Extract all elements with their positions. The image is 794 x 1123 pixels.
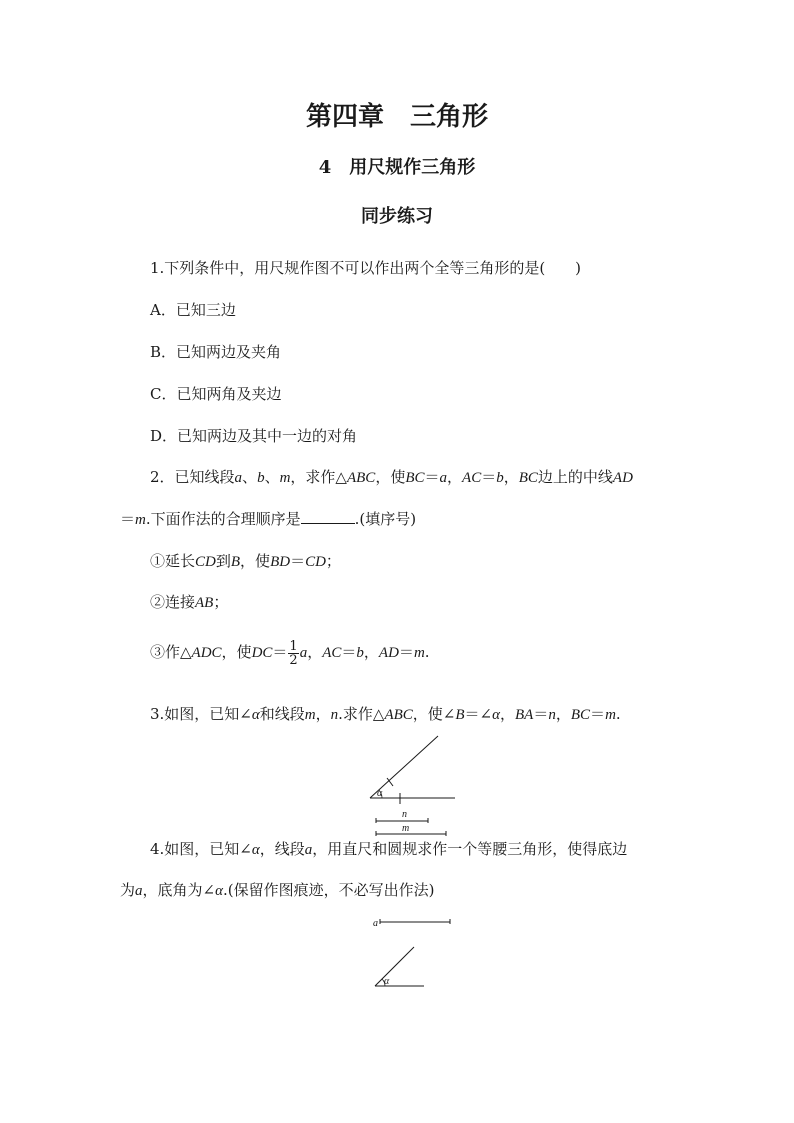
var: α: [251, 707, 260, 723]
text: ，使: [240, 552, 271, 570]
chapter-title: 第四章 三角形: [305, 102, 488, 132]
var: α: [251, 842, 260, 858]
text: 2．已知线段: [150, 468, 235, 486]
var: BC: [405, 470, 425, 486]
text: 、: [242, 468, 258, 486]
var: b: [257, 470, 265, 486]
text: ，用直尺和圆规求作一个等腰三角形，使得底边: [312, 840, 628, 858]
var: b: [496, 470, 504, 486]
text: ，使: [375, 468, 406, 486]
text: ，: [307, 643, 323, 661]
var: AD: [378, 645, 399, 661]
text: 3.如图，已知∠: [150, 705, 252, 723]
text: ；: [213, 593, 229, 611]
text: ＝∠: [464, 705, 493, 723]
var: CD: [195, 554, 216, 570]
text: ，: [555, 705, 571, 723]
text: 、: [264, 468, 280, 486]
q3-stem: [150, 704, 621, 725]
text: ＝: [341, 643, 357, 661]
var: BC: [518, 470, 538, 486]
var: CD: [305, 554, 326, 570]
text: 边上的中线: [537, 468, 613, 486]
text: ，求作△: [290, 468, 347, 486]
var: AD: [612, 470, 633, 486]
q1-option-b: B．已知两边及夹角: [150, 343, 282, 361]
text: 到: [215, 552, 231, 570]
text: ②连接: [150, 593, 196, 611]
var: a: [439, 470, 448, 486]
sub-title: 同步练习: [361, 206, 433, 227]
section-title: 4 用尺规作三角形: [318, 157, 476, 178]
q1-stem: 1.下列条件中，用尺规作图不可以作出两个全等三角形的是( ): [150, 259, 582, 277]
var: BA: [515, 707, 534, 723]
q2-step2: [150, 592, 228, 613]
text: 为: [120, 881, 136, 899]
q2-step3: [150, 638, 430, 667]
var: BC: [570, 707, 591, 723]
var: m: [413, 645, 425, 661]
q3-alpha-label: α: [377, 788, 383, 799]
var: a: [299, 645, 308, 661]
text: ，使∠: [412, 705, 456, 723]
text: ，: [315, 705, 331, 723]
q3-m-label: m: [402, 823, 410, 834]
text: ＝: [424, 468, 440, 486]
text: ＝: [481, 468, 497, 486]
q1-option-a: A．已知三边: [150, 301, 236, 319]
text: .: [424, 643, 430, 661]
text: ＝: [590, 705, 606, 723]
text: ，: [500, 705, 516, 723]
q4-figure: [370, 916, 454, 990]
text: .(填序号): [354, 510, 417, 528]
var: b: [356, 645, 364, 661]
numerator: 1: [289, 638, 298, 654]
var: n: [548, 707, 556, 723]
q1-option-d: D．已知两边及其中一边的对角: [150, 427, 358, 445]
var: m: [304, 707, 316, 723]
text: ，底角为∠: [142, 881, 216, 899]
var: m: [605, 707, 616, 723]
text: 4.如图，已知∠: [150, 840, 252, 858]
q4-angle-ray: [375, 947, 414, 986]
text: 和线段: [259, 705, 305, 723]
q2-step1: [150, 551, 341, 572]
text: ＝: [533, 705, 549, 723]
q4-line2: [120, 880, 434, 901]
var: B: [230, 554, 241, 570]
var: a: [234, 470, 243, 486]
q2-line1: [150, 467, 633, 488]
answer-blank[interactable]: [301, 509, 355, 524]
var: ABC: [384, 707, 413, 723]
q3-figure: [362, 734, 462, 836]
text: ，: [447, 468, 463, 486]
text: .下面作法的合理顺序是: [145, 510, 301, 528]
text: ＝: [398, 643, 414, 661]
q1-option-c: C．已知两角及夹边: [150, 385, 282, 403]
text: ；: [325, 552, 341, 570]
var: a: [135, 883, 143, 899]
denominator: 2: [289, 652, 298, 668]
text: ＝: [272, 643, 288, 661]
var: AC: [322, 645, 342, 661]
var: α: [492, 707, 500, 723]
text: ＝: [290, 552, 306, 570]
text: .求作△: [338, 705, 385, 723]
text: ＝: [120, 510, 136, 528]
text: ①延长: [150, 552, 196, 570]
var: n: [330, 707, 339, 723]
q4-alpha-label: α: [384, 976, 390, 987]
var: DC: [251, 645, 273, 661]
var: α: [215, 883, 223, 899]
var: ABC: [346, 470, 376, 486]
text: ，: [363, 643, 379, 661]
var: m: [279, 470, 291, 486]
var: AB: [195, 595, 214, 611]
q4-line1: [150, 839, 627, 860]
q4-a-label: a: [373, 918, 378, 929]
var: BD: [270, 554, 291, 570]
var: B: [455, 707, 465, 723]
var: m: [135, 512, 146, 528]
var: AC: [462, 470, 482, 486]
fraction-one-half: [288, 640, 298, 667]
q2-line2: [120, 509, 416, 530]
text: ③作△: [150, 643, 192, 661]
text: ，线段: [259, 840, 305, 858]
q3-n-label: n: [402, 809, 407, 820]
var: ADC: [191, 645, 222, 661]
text: .(保留作图痕迹，不必写出作法): [222, 881, 435, 899]
text: .: [615, 705, 621, 723]
var: a: [304, 842, 313, 858]
text: ，使: [221, 643, 252, 661]
text: ，: [503, 468, 519, 486]
